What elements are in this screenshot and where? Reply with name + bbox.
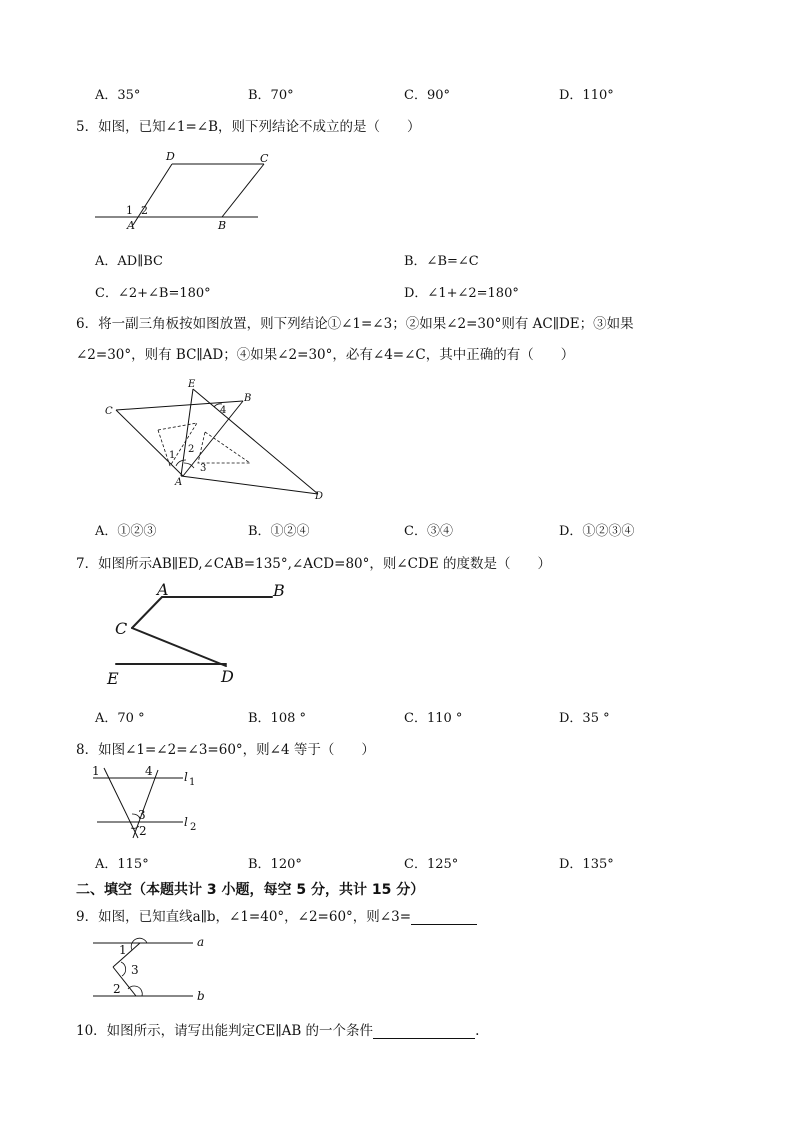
q5-option-d: D．∠1+∠2=180° xyxy=(404,286,519,301)
q6-label-angle-2: 2 xyxy=(188,444,195,455)
q9-label-angle-2: 2 xyxy=(113,982,121,996)
q7-option-b: B．108 ° xyxy=(248,711,306,726)
q7-label-a: A xyxy=(157,580,169,599)
q8-label-angle-3: 3 xyxy=(138,808,146,822)
q8-option-b: B．120° xyxy=(248,857,302,872)
q8-option-c: C．125° xyxy=(404,857,459,872)
q6-label-angle-1: 1 xyxy=(169,450,176,461)
q5-option-b: B．∠B=∠C xyxy=(404,254,479,269)
q6-option-b: B．①②④ xyxy=(248,524,310,539)
q9-label-line-b: b xyxy=(197,989,205,1003)
q7-label-c: C xyxy=(115,619,128,638)
section-2-heading: 二、填空（本题共计 3 小题，每空 5 分，共计 15 分） xyxy=(76,882,425,898)
q7-option-d: D．35 ° xyxy=(559,711,610,726)
q6-label-d: D xyxy=(315,491,324,502)
q6-label-b: B xyxy=(244,393,252,404)
q6-label-a: A xyxy=(175,477,183,488)
q5-option-a: A．AD∥BC xyxy=(95,254,163,269)
q5-label-d: D xyxy=(166,150,175,163)
q5-stem: 5．如图，已知∠1=∠B，则下列结论不成立的是（ ） xyxy=(76,119,421,135)
q5-label-angle-1: 1 xyxy=(126,204,133,217)
q6-stem-line1: 6．将一副三角板按如图放置，则下列结论①∠1=∠3；②如果∠2=30°则有 AC∥DE；③如果 xyxy=(76,316,634,332)
q5-label-b: B xyxy=(218,219,227,232)
q6-option-a: A．①②③ xyxy=(95,524,157,539)
q5-option-c: C．∠2+∠B=180° xyxy=(95,286,211,301)
q7-label-e: E xyxy=(107,669,119,688)
q6-label-e: E xyxy=(188,379,196,390)
q6-label-angle-3: 3 xyxy=(200,463,207,474)
q9-stem-text: 9．如图，已知直线a∥b，∠1=40°，∠2=60°，则∠3= xyxy=(76,909,412,925)
q6-label-angle-4: 4 xyxy=(220,405,227,416)
q6-option-c: C．③④ xyxy=(404,524,453,539)
q6-label-c: C xyxy=(105,406,113,417)
q5-label-angle-2: 2 xyxy=(141,204,148,217)
q4-option-c: C．90° xyxy=(404,88,450,103)
q5-label-c: C xyxy=(260,152,269,165)
q8-label-angle-4: 4 xyxy=(145,764,153,778)
q10-stem xyxy=(76,1019,479,1039)
q10-answer-blank[interactable] xyxy=(373,1025,475,1039)
q7-stem: 7．如图所示AB∥ED,∠CAB=135°,∠ACD=80°，则∠CDE 的度数是（ ） xyxy=(76,556,551,572)
q7-option-c: C．110 ° xyxy=(404,711,463,726)
q9-label-angle-3: 3 xyxy=(131,963,139,977)
q8-label-l1-subscript: 1 xyxy=(189,777,196,788)
q10-stem-text: 10．如图所示，请写出能判定CE∥AB 的一个条件 xyxy=(76,1023,374,1039)
q4-option-b: B．70° xyxy=(248,88,294,103)
q8-label-l1: l xyxy=(184,770,188,784)
q8-label-angle-1: 1 xyxy=(92,764,100,778)
q9-label-line-a: a xyxy=(197,935,205,949)
q5-label-a: A xyxy=(127,219,135,232)
q10-stem-end: . xyxy=(475,1023,480,1039)
q8-stem: 8．如图∠1=∠2=∠3=60°，则∠4 等于（ ） xyxy=(76,742,375,758)
q8-option-d: D．135° xyxy=(559,857,614,872)
q7-label-d: D xyxy=(221,667,234,686)
q4-option-a: A．35° xyxy=(95,88,141,103)
q8-label-l2: l xyxy=(184,815,188,829)
q7-option-a: A．70 ° xyxy=(95,711,145,726)
q8-label-angle-2: 2 xyxy=(139,824,147,838)
q6-stem-line2: ∠2=30°，则有 BC∥AD；④如果∠2=30°，必有∠4=∠C，其中正确的有（ ） xyxy=(76,347,575,363)
q9-label-angle-1: 1 xyxy=(119,943,127,957)
q8-label-l2-subscript: 2 xyxy=(190,822,197,833)
q7-label-b: B xyxy=(273,581,285,600)
q4-option-d: D．110° xyxy=(559,88,614,103)
q6-option-d: D．①②③④ xyxy=(559,524,635,539)
q8-option-a: A．115° xyxy=(95,857,149,872)
